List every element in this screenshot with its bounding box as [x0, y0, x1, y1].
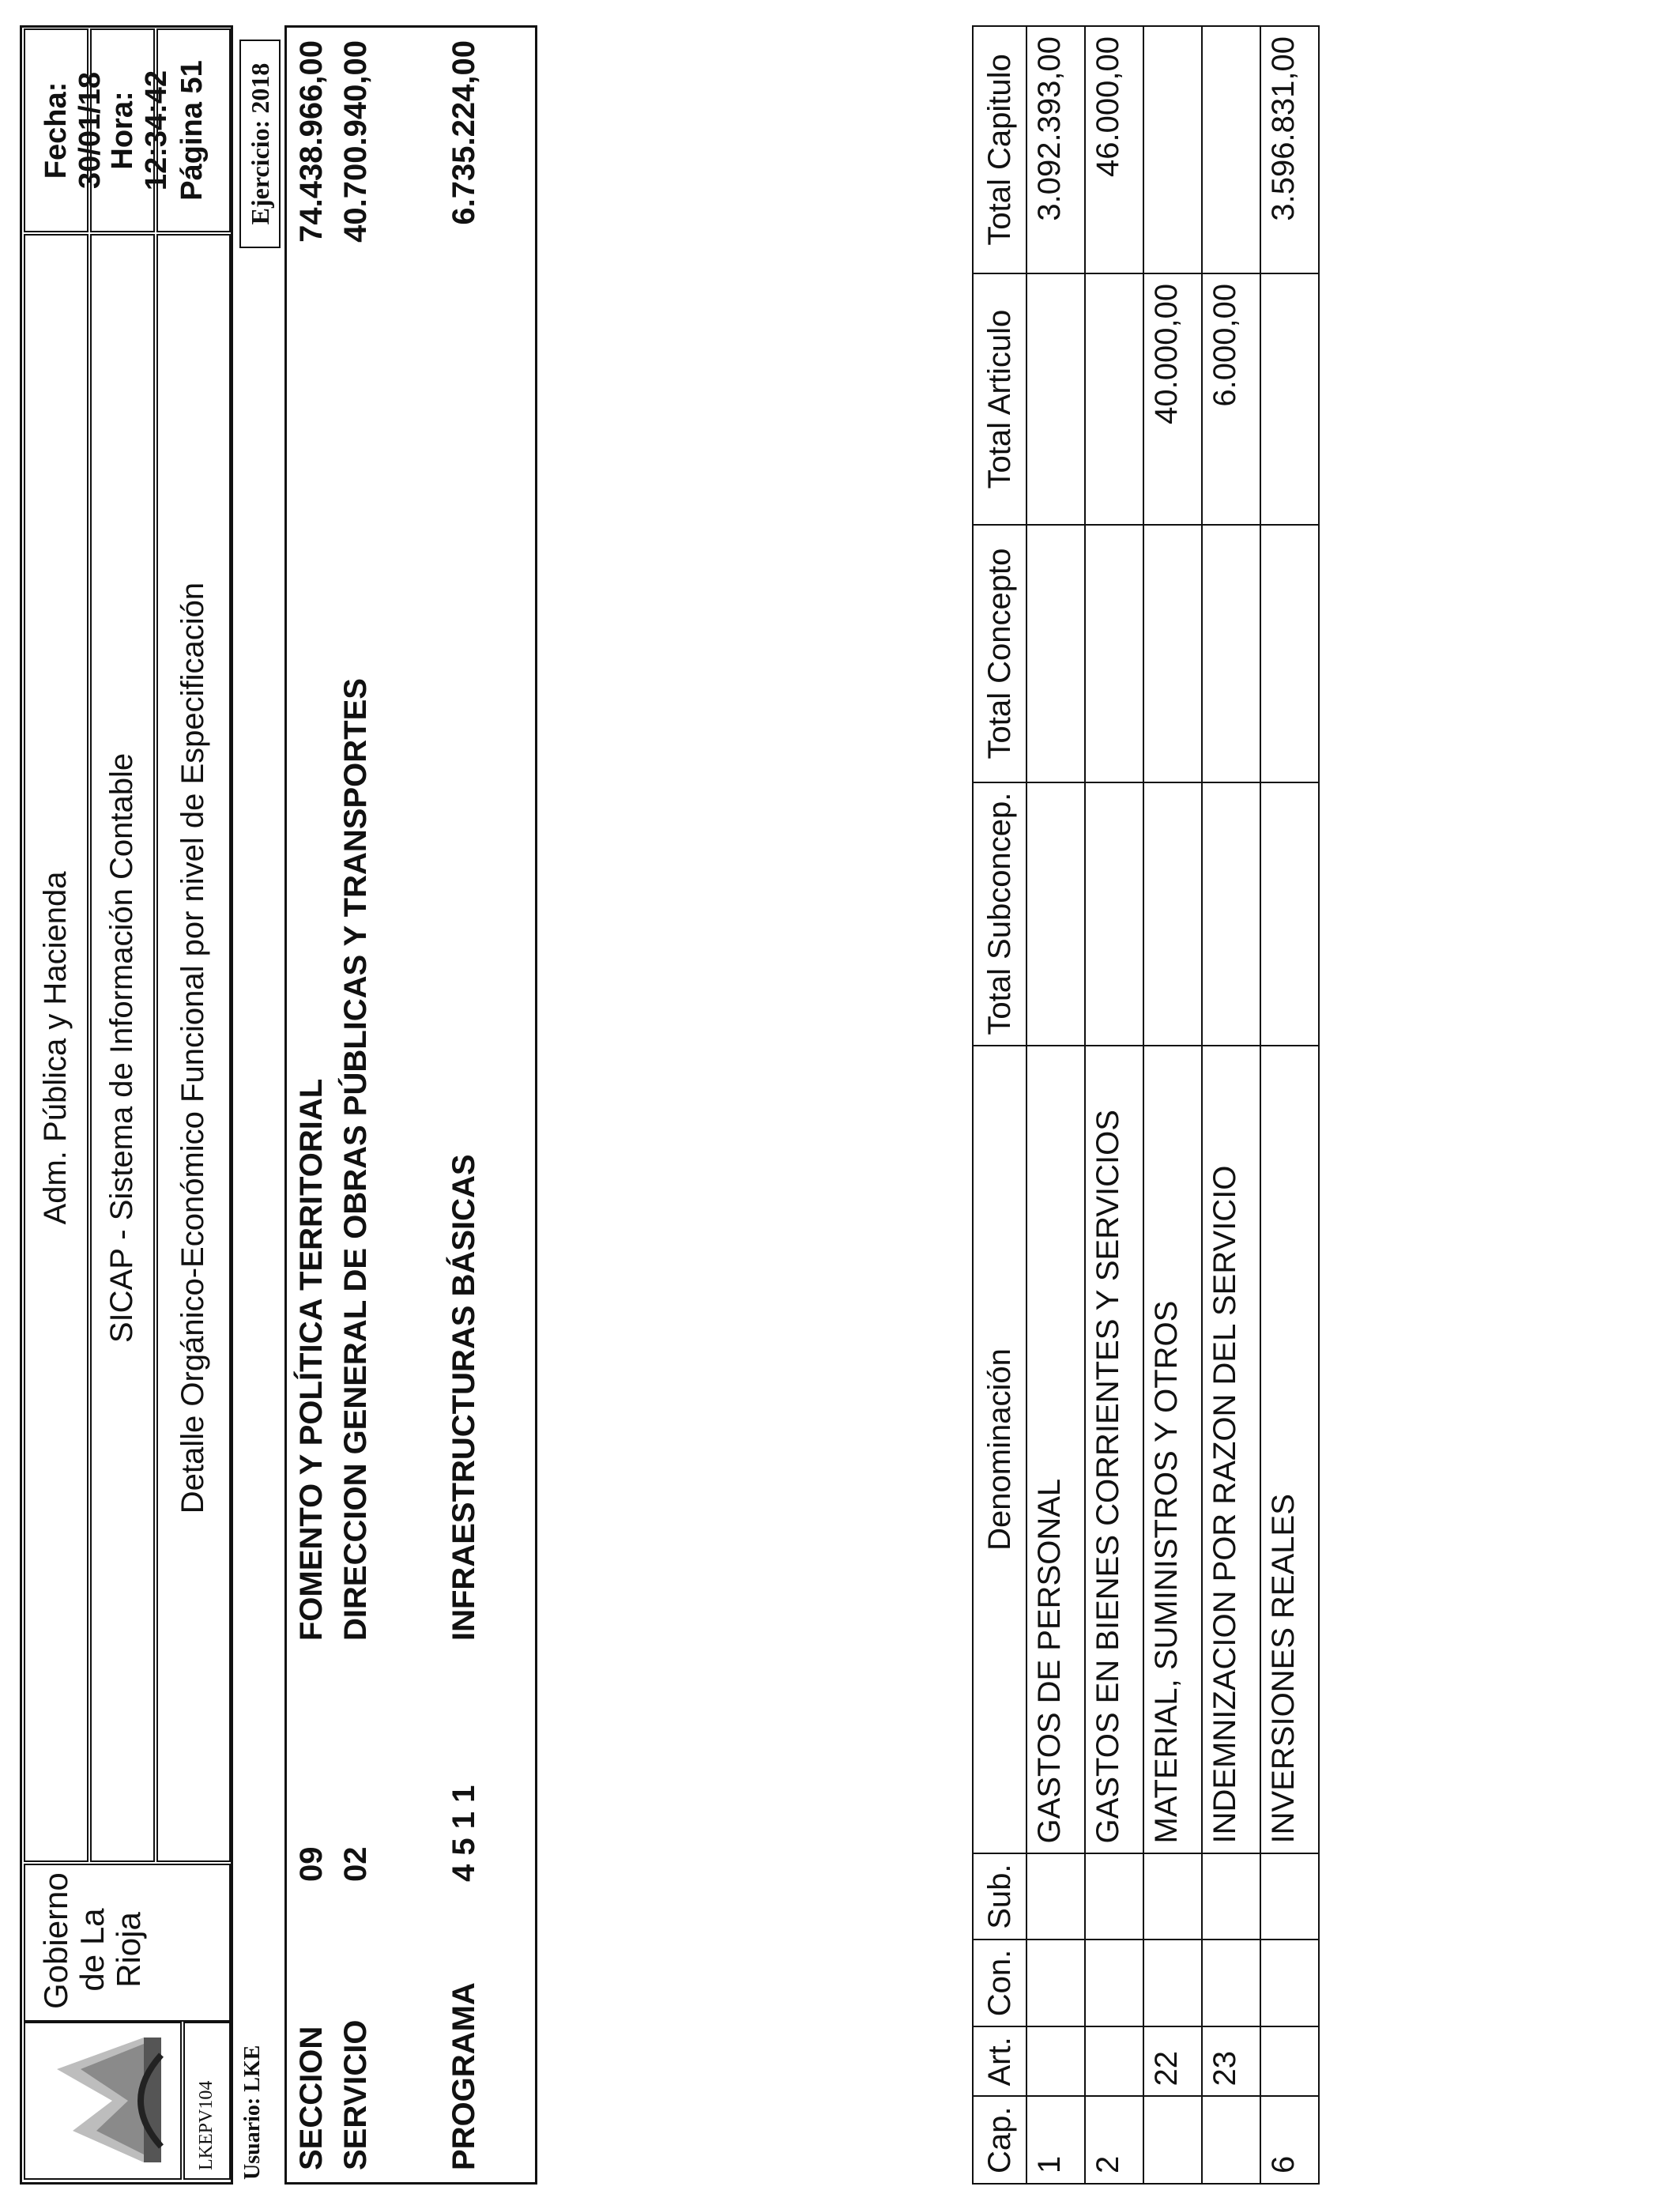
cell-sub	[1260, 1853, 1319, 1939]
title-box-3	[156, 234, 231, 1862]
org-name: Gobierno de La Rioja	[37, 1872, 147, 2009]
programa-label: PROGRAMA	[446, 1982, 481, 2170]
cell-con	[1143, 1940, 1202, 2027]
cell-con	[1026, 1940, 1085, 2027]
table-row	[1143, 26, 1202, 2184]
detail-table	[972, 25, 1320, 2185]
cell-sub	[1026, 1853, 1085, 1939]
cell-sub	[1143, 1853, 1202, 1939]
cell-total-capitulo: 3.596.831,00	[1260, 26, 1319, 273]
title-box-1	[24, 234, 89, 1862]
cell-cap: 6	[1260, 2097, 1319, 2185]
table-header-row	[973, 26, 1026, 2184]
title-report: Detalle Orgánico-Económico Funcional por nivel de Especificación	[175, 582, 210, 1514]
cell-cap	[1143, 2097, 1202, 2185]
report-code: LKEPV104	[196, 2080, 217, 2170]
cell-art: 22	[1143, 2026, 1202, 2096]
table-row	[1260, 26, 1319, 2184]
table-row	[1026, 26, 1085, 2184]
cell-art	[1085, 2026, 1143, 2096]
programa-code: 4 5 1 1	[446, 1785, 481, 1882]
cell-total-subconcepto	[1202, 782, 1260, 1046]
cell-total-capitulo	[1202, 26, 1260, 273]
programa-name: INFRAESTRUCTURAS BÁSICAS	[446, 1154, 481, 1641]
fecha-box	[24, 28, 107, 232]
org-name-box	[24, 1864, 231, 2022]
programa-amount: 6.735.224,00	[446, 40, 481, 225]
cell-total-articulo	[1260, 273, 1319, 525]
cell-total-articulo: 40.000,00	[1143, 273, 1202, 525]
cell-total-subconcepto	[1085, 782, 1143, 1046]
cell-total-articulo	[1026, 273, 1085, 525]
gobierno-la-rioja-logo	[25, 2023, 180, 2178]
usuario: Usuario: LKE	[240, 2045, 265, 2180]
cell-denominacion: INDEMNIZACION POR RAZON DEL SERVICIO	[1202, 1046, 1260, 1854]
title-system: SICAP - Sistema de Información Contable	[104, 752, 139, 1344]
col-header-total-subconcepto: Total Subconcep.	[973, 782, 1026, 1046]
table-row	[1085, 26, 1143, 2184]
servicio-name: DIRECCION GENERAL DE OBRAS PÚBLICAS Y TRANSPORTES	[338, 678, 373, 1641]
col-header-total-articulo: Total Articulo	[973, 273, 1026, 525]
col-header-con: Con.	[973, 1940, 1026, 2027]
seccion-code: 09	[294, 1846, 329, 1882]
cell-total-concepto	[1143, 525, 1202, 782]
cell-art: 23	[1202, 2026, 1260, 2096]
cell-con	[1085, 1940, 1143, 2027]
cell-total-subconcepto	[1143, 782, 1202, 1046]
report-code-box	[183, 2022, 231, 2180]
cell-denominacion: MATERIAL, SUMINISTROS Y OTROS	[1143, 1046, 1202, 1854]
cell-sub	[1085, 1853, 1143, 1939]
hora: Hora: 12:34:42	[106, 70, 173, 191]
hora-box	[90, 28, 173, 232]
cell-con	[1202, 1940, 1260, 2027]
seccion-amount: 74.438.966,00	[294, 40, 329, 243]
cell-total-concepto	[1260, 525, 1319, 782]
cell-total-articulo: 6.000,00	[1202, 273, 1260, 525]
cell-denominacion: INVERSIONES REALES	[1260, 1046, 1319, 1854]
cell-cap: 1	[1026, 2097, 1085, 2185]
cell-cap	[1202, 2097, 1260, 2185]
title-box-2	[90, 234, 155, 1862]
servicio-label: SERVICIO	[338, 2019, 373, 2170]
table-row	[1202, 26, 1260, 2184]
title-administration: Adm. Pública y Hacienda	[38, 871, 73, 1225]
seccion-name: FOMENTO Y POLÍTICA TERRITORIAL	[294, 1078, 329, 1641]
cell-total-articulo	[1085, 273, 1143, 525]
cell-total-capitulo	[1143, 26, 1202, 273]
cell-con	[1260, 1940, 1319, 2027]
cell-denominacion: GASTOS EN BIENES CORRIENTES Y SERVICIOS	[1085, 1046, 1143, 1854]
ejercicio-box	[239, 40, 281, 248]
ejercicio: Ejercicio: 2018	[246, 62, 274, 225]
logo-box	[24, 2022, 182, 2180]
fecha: Fecha: 30/01/18	[40, 72, 107, 189]
col-header-art: Art.	[973, 2026, 1026, 2096]
pagina: Página 51	[175, 60, 209, 201]
cell-total-subconcepto	[1260, 782, 1319, 1046]
cell-art	[1260, 2026, 1319, 2096]
cell-total-concepto	[1202, 525, 1260, 782]
col-header-total-concepto: Total Concepto	[973, 525, 1026, 782]
pagina-box	[156, 28, 231, 232]
servicio-amount: 40.700.940,00	[338, 40, 373, 243]
cell-total-concepto	[1085, 525, 1143, 782]
cell-cap: 2	[1085, 2097, 1143, 2185]
col-header-denominacion: Denominación	[973, 1046, 1026, 1854]
cell-sub	[1202, 1853, 1260, 1939]
cell-total-concepto	[1026, 525, 1085, 782]
cell-total-capitulo: 46.000,00	[1085, 26, 1143, 273]
seccion-label: SECCION	[294, 2026, 329, 2170]
cell-art	[1026, 2026, 1085, 2096]
cell-total-capitulo: 3.092.393,00	[1026, 26, 1085, 273]
servicio-code: 02	[338, 1846, 373, 1882]
cell-denominacion: GASTOS DE PERSONAL	[1026, 1046, 1085, 1854]
col-header-sub: Sub.	[973, 1853, 1026, 1939]
col-header-cap: Cap.	[973, 2097, 1026, 2185]
col-header-total-capitulo: Total Capitulo	[973, 26, 1026, 273]
cell-total-subconcepto	[1026, 782, 1085, 1046]
